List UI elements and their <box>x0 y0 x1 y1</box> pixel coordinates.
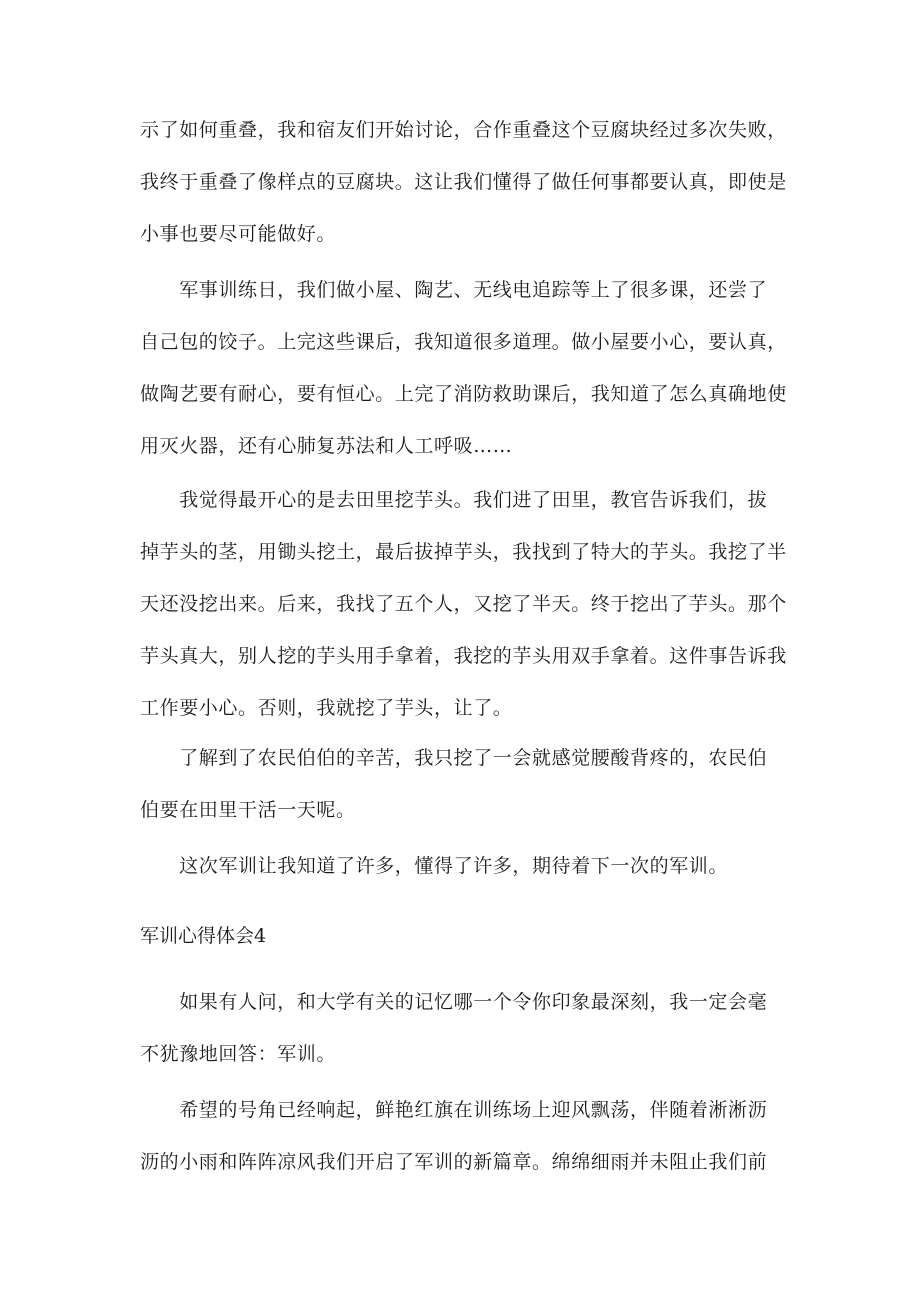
paragraph-bugle <box>140 1084 790 1188</box>
text-line: 了解到了农民伯伯的辛苦，我只挖了一会就感觉腰酸背疼的，农民伯 <box>140 747 768 769</box>
paragraph-farmers <box>140 732 790 836</box>
paragraph-memory <box>140 976 790 1080</box>
text-line: 不犹豫地回答：军训。 <box>140 1043 337 1065</box>
text-line: 工作要小心。否则，我就挖了芋头，让了。 <box>140 697 513 719</box>
text-line: 军事训练日，我们做小屋、陶艺、无线电追踪等上了很多课，还尝了 <box>140 279 768 301</box>
text-line: 我觉得最开心的是去田里挖芋头。我们进了田里，教官告诉我们，拔 <box>140 489 768 511</box>
text-line: 希望的号角已经响起，鲜艳红旗在训练场上迎风飘荡，伴随着淅淅沥 <box>140 1099 768 1121</box>
text-line: 沥的小雨和阵阵凉风我们开启了军训的新篇章。绵绵细雨并未阻止我们前 <box>140 1151 768 1173</box>
text-line: 做陶艺要有耐心，要有恒心。上完了消防救助课后，我知道了怎么真确地使 <box>140 383 787 405</box>
text-line: 我终于重叠了像样点的豆腐块。这让我们懂得了做任何事都要认真，即使是 <box>140 171 787 193</box>
text-line: 芋头真大，别人挖的芋头用手拿着，我挖的芋头用双手拿着。这件事告诉我 <box>140 645 787 667</box>
text-line: 如果有人问，和大学有关的记忆哪一个令你印象最深刻，我一定会毫 <box>140 991 768 1013</box>
text-line: 自己包的饺子。上完这些课后，我知道很多道理。做小屋要小心，要认真， <box>140 331 787 353</box>
text-line: 伯要在田里干活一天呢。 <box>140 799 356 821</box>
paragraph-taro-digging <box>140 474 790 734</box>
section-heading: 军训心得体会4 <box>140 925 267 947</box>
paragraph-training-day <box>140 264 790 472</box>
paragraph-fold-quilt <box>140 104 790 260</box>
text-line: 示了如何重叠，我和宿友们开始讨论，合作重叠这个豆腐块经过多次失败， <box>140 119 787 141</box>
text-line: 这次军训让我知道了许多，懂得了许多，期待着下一次的军训。 <box>140 855 729 877</box>
text-line: 天还没挖出来。后来，我找了五个人，又挖了半天。终于挖出了芋头。那个 <box>140 593 787 615</box>
text-line: 用灭火器，还有心肺复苏法和人工呼吸…… <box>140 435 513 457</box>
paragraph-conclusion <box>140 840 790 892</box>
text-line: 小事也要尽可能做好。 <box>140 223 337 245</box>
text-line: 掉芋头的茎，用锄头挖土，最后拔掉芋头，我找到了特大的芋头。我挖了半 <box>140 541 787 563</box>
